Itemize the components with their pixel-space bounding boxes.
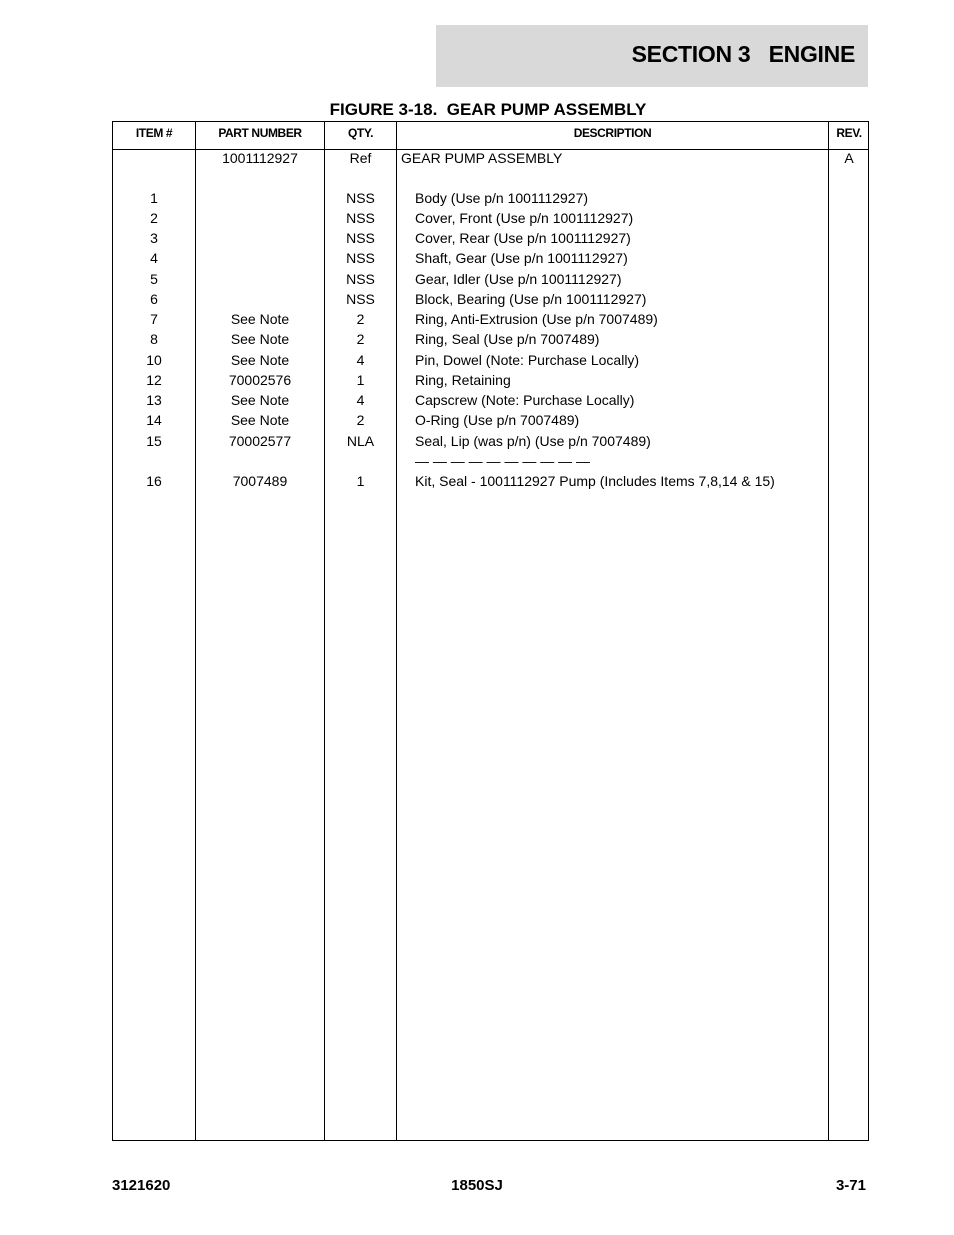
row-description: Capscrew (Note: Purchase Locally) bbox=[415, 392, 635, 408]
row-part-number: 70002576 bbox=[228, 372, 292, 388]
row-description: GEAR PUMP ASSEMBLY bbox=[401, 150, 563, 166]
row-description: Ring, Seal (Use p/n 7007489) bbox=[415, 331, 600, 347]
row-item-number: 10 bbox=[146, 352, 162, 368]
header-part-number: PART NUMBER bbox=[218, 126, 302, 140]
column-divider bbox=[396, 122, 397, 1140]
row-rev: A bbox=[844, 150, 854, 166]
row-item-number: 12 bbox=[146, 372, 162, 388]
row-description: Kit, Seal - 1001112927 Pump (Includes Items 7,8,14 & 15) bbox=[415, 473, 775, 489]
header-qty: QTY. bbox=[347, 126, 374, 140]
row-item-number: 7 bbox=[150, 311, 158, 327]
row-qty: NSS bbox=[346, 230, 375, 246]
row-qty: 4 bbox=[356, 392, 365, 408]
row-description: Ring, Retaining bbox=[415, 372, 511, 388]
row-item-number: 16 bbox=[146, 473, 162, 489]
row-item-number: 2 bbox=[150, 210, 158, 226]
row-qty: NSS bbox=[346, 291, 375, 307]
column-divider bbox=[828, 122, 829, 1140]
row-part-number: See Note bbox=[230, 392, 290, 408]
row-description: Seal, Lip (was p/n) (Use p/n 7007489) bbox=[415, 433, 651, 449]
row-qty: NSS bbox=[346, 190, 375, 206]
row-description: Body (Use p/n 1001112927) bbox=[415, 190, 589, 206]
row-part-number: See Note bbox=[230, 311, 290, 327]
row-qty: 2 bbox=[356, 331, 365, 347]
row-qty: 1 bbox=[356, 372, 365, 388]
row-item-number: 14 bbox=[146, 412, 162, 428]
row-item-number: 5 bbox=[150, 271, 158, 287]
row-part-number: 7007489 bbox=[232, 473, 288, 489]
row-description: Ring, Anti-Extrusion (Use p/n 7007489) bbox=[415, 311, 658, 327]
footer-model: 1850SJ bbox=[451, 1177, 503, 1194]
row-part-number: 1001112927 bbox=[222, 150, 298, 166]
row-qty: 2 bbox=[356, 412, 365, 428]
section-header-banner bbox=[436, 25, 868, 87]
row-description: Shaft, Gear (Use p/n 1001112927) bbox=[415, 250, 628, 266]
row-part-number: See Note bbox=[230, 412, 290, 428]
row-description: Cover, Front (Use p/n 1001112927) bbox=[415, 210, 634, 226]
footer-doc-number: 3121620 bbox=[112, 1177, 171, 1194]
kit-separator: — — — — — — — — — — bbox=[415, 453, 591, 469]
row-part-number: 70002577 bbox=[228, 433, 292, 449]
row-item-number: 13 bbox=[146, 392, 162, 408]
row-part-number: See Note bbox=[230, 352, 290, 368]
row-qty: NSS bbox=[346, 210, 375, 226]
row-description: Gear, Idler (Use p/n 1001112927) bbox=[415, 271, 622, 287]
header-rev: REV. bbox=[836, 126, 862, 140]
row-qty: NLA bbox=[346, 433, 375, 449]
row-qty: NSS bbox=[346, 250, 375, 266]
section-title: SECTION 3 ENGINE bbox=[631, 41, 855, 67]
row-part-number: See Note bbox=[230, 331, 290, 347]
row-item-number: 8 bbox=[150, 331, 158, 347]
row-qty: Ref bbox=[349, 150, 372, 166]
row-description: Cover, Rear (Use p/n 1001112927) bbox=[415, 230, 631, 246]
row-description: Block, Bearing (Use p/n 1001112927) bbox=[415, 291, 647, 307]
column-divider bbox=[195, 122, 196, 1140]
header-item: ITEM # bbox=[135, 126, 173, 140]
row-qty: NSS bbox=[346, 271, 375, 287]
row-item-number: 6 bbox=[150, 291, 158, 307]
row-item-number: 4 bbox=[150, 250, 158, 266]
row-item-number: 15 bbox=[146, 433, 162, 449]
row-description: O-Ring (Use p/n 7007489) bbox=[415, 412, 580, 428]
figure-title: FIGURE 3-18. GEAR PUMP ASSEMBLY bbox=[329, 100, 647, 119]
parts-table bbox=[112, 121, 869, 1141]
row-item-number: 3 bbox=[150, 230, 158, 246]
header-description: DESCRIPTION bbox=[573, 126, 652, 140]
row-qty: 2 bbox=[356, 311, 365, 327]
row-description: Pin, Dowel (Note: Purchase Locally) bbox=[415, 352, 640, 368]
row-qty: 1 bbox=[356, 473, 365, 489]
row-qty: 4 bbox=[356, 352, 365, 368]
row-item-number: 1 bbox=[150, 190, 158, 206]
footer-page-number: 3-71 bbox=[835, 1177, 866, 1194]
